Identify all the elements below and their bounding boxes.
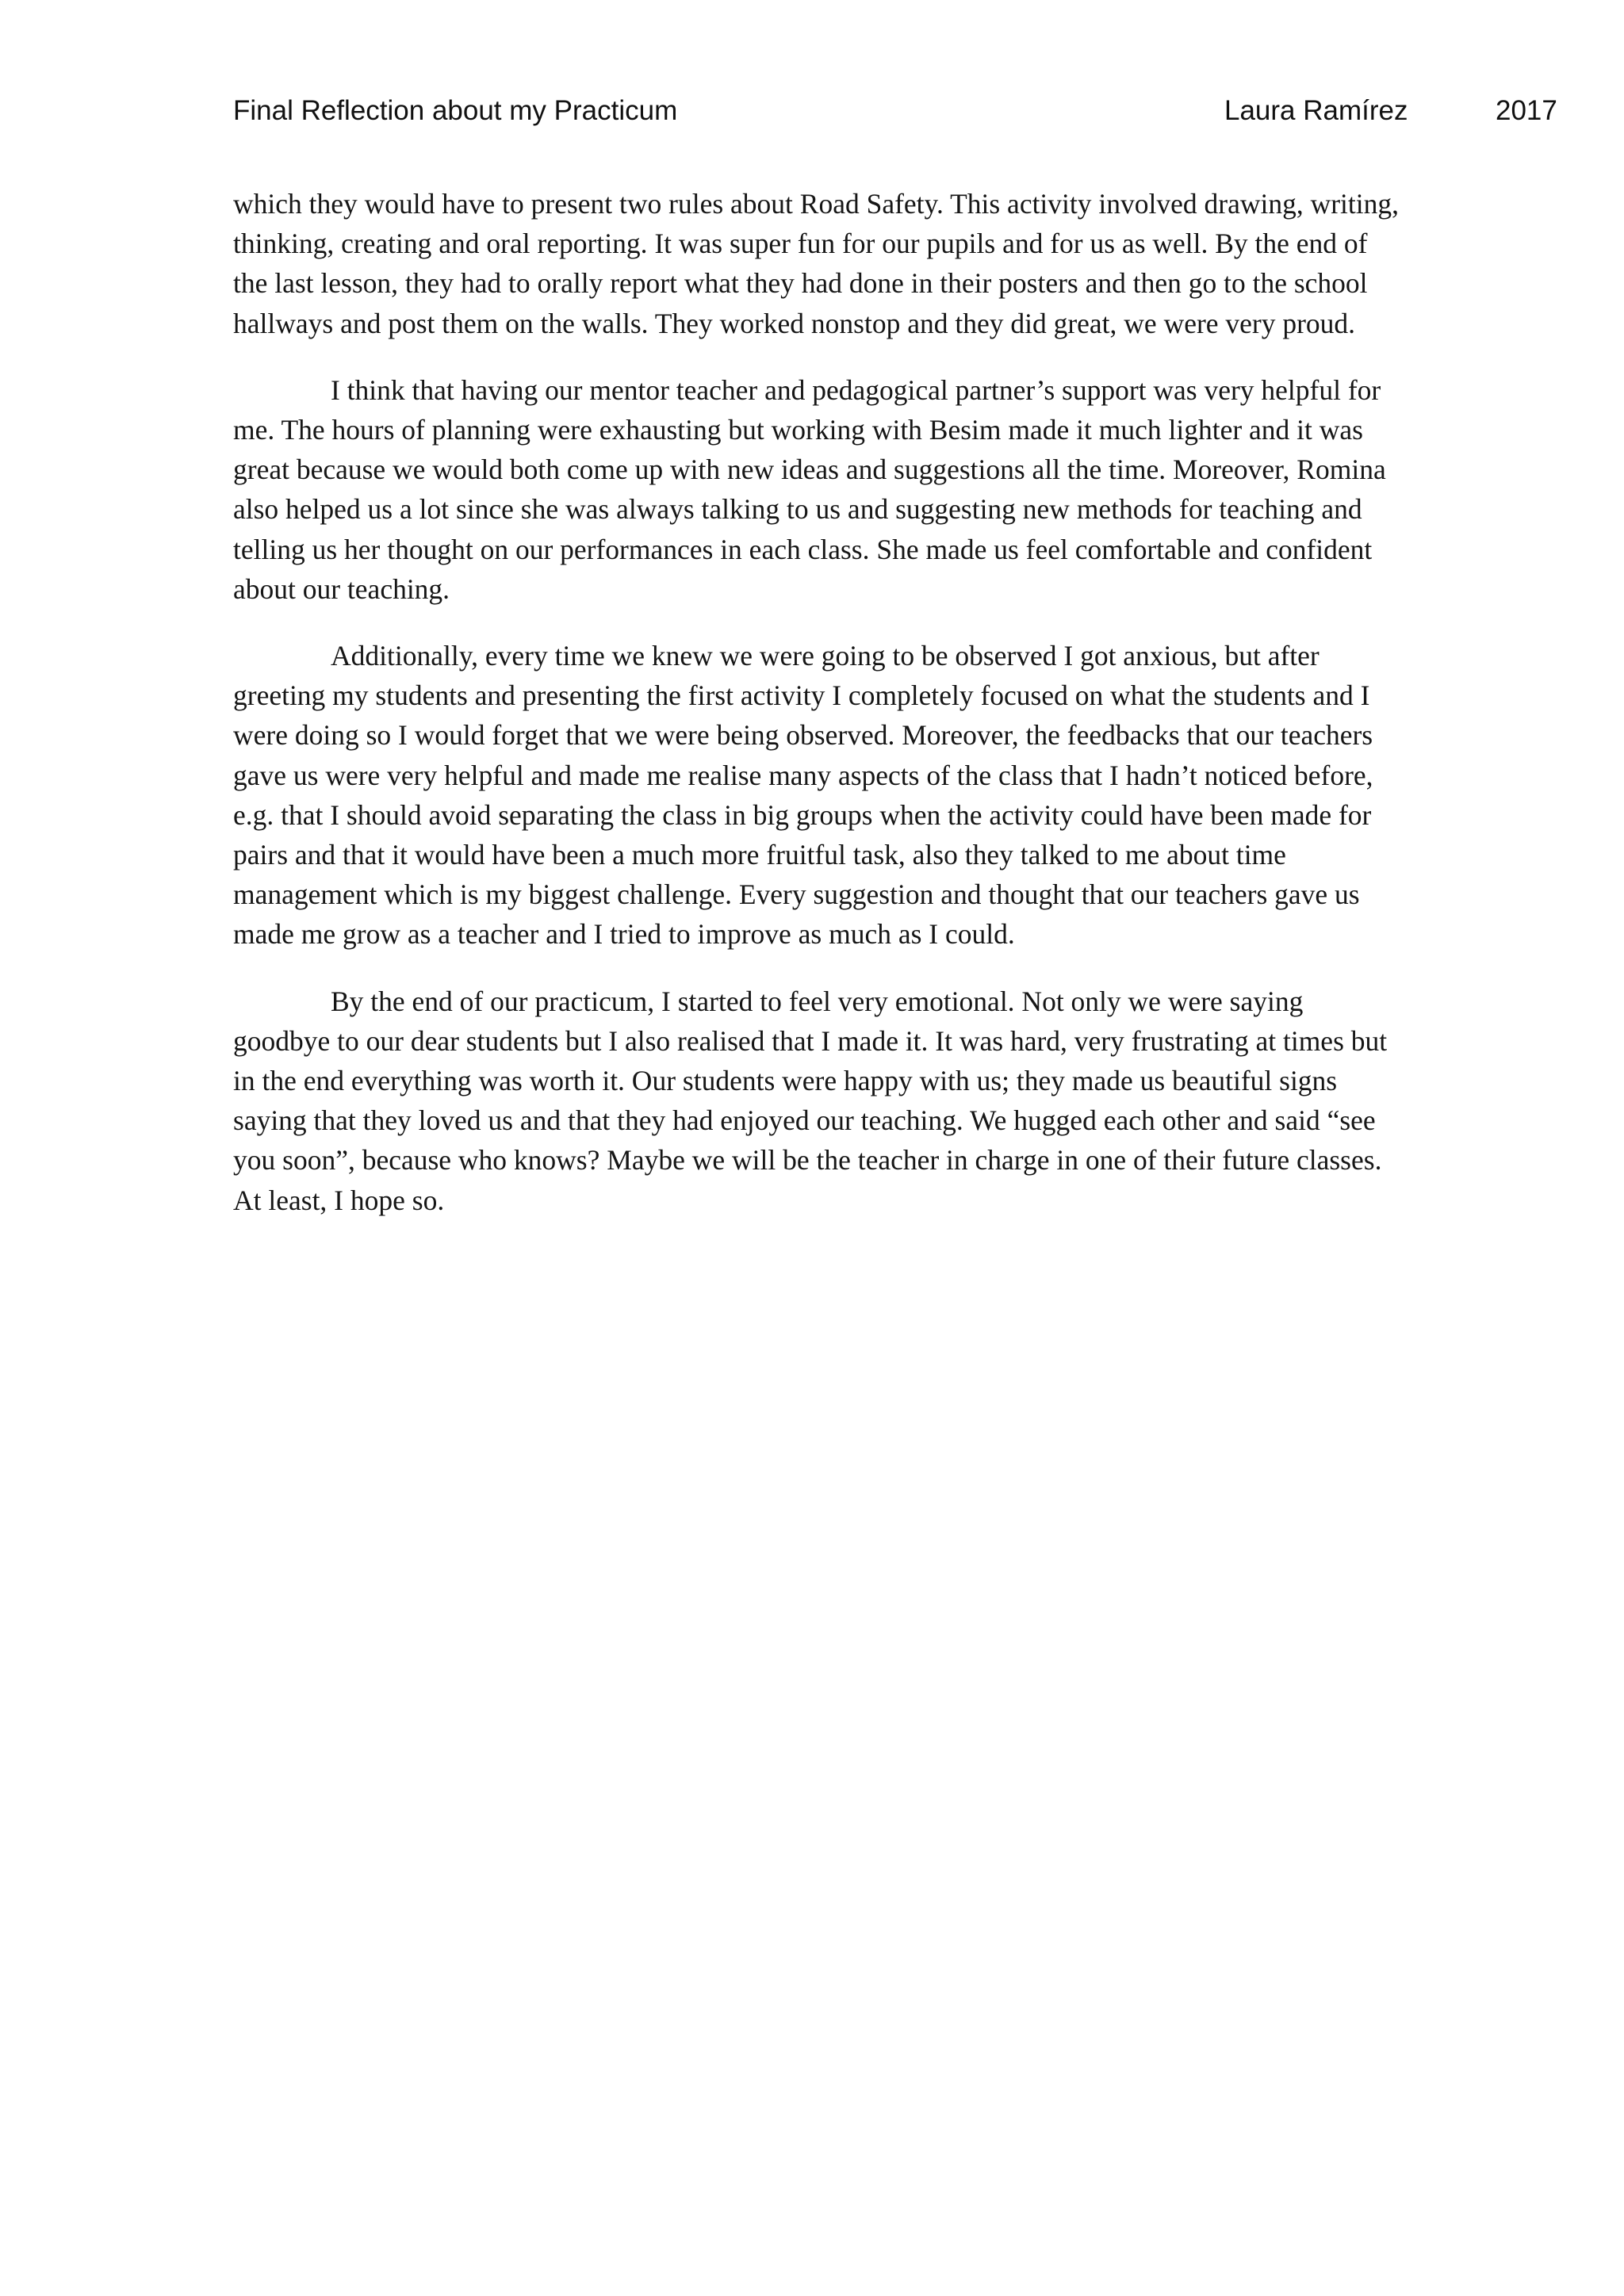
paragraph-farewell: By the end of our practicum, I started to feel very emotional. Not only we were saying goodbye to our dear students but I also realised that I made it. It was hard, very frustrating at times but in the end everything was worth it. Our students were happy with us; they made us beautiful signs saying that they loved us and that they had enjoyed our teaching. We hugged each other and said “see you soon”, because who knows? Maybe we will be the teacher in charge in one of their future classes. At least, I hope so. (233, 985, 1388, 1216)
paragraph-support: I think that having our mentor teacher and pedagogical partner’s support was very helpful for me. The hours of planning were exhausting but working with Besim made it much lighter and it was great because we would both come up with new ideas and suggestions all the time. Moreover, Romina also helped us a lot since she was always talking to us and suggesting new methods for teaching and telling us her thought on our performances in each class. She made us feel comfortable and confident about our teaching. (233, 373, 1386, 605)
paragraph-observation: Additionally, every time we knew we were going to be observed I got anxious, but after greeting my students and presenting the first activity I completely focused on what the students and I were doing so I would forget that we were being observed. Moreover, the feedbacks that our teachers gave us were very helpful and made me realise many aspects of the class that I hadn’t noticed before, e.g. that I should avoid separating the class in big groups when the activity could have been made for pairs and that it would have been a much more fruitful task, also they talked to me about time management which is my biggest challenge. Every suggestion and thought that our teachers gave us made me grow as a teacher and I tried to improve as much as I could. (233, 640, 1373, 951)
header-document-title: Final Reflection about my Practicum (233, 95, 678, 126)
header-year: 2017 (1496, 95, 1557, 126)
page-header (0, 95, 1624, 135)
header-author-name: Laura Ramírez (1224, 95, 1408, 126)
paragraph-continuation: which they would have to present two rules about Road Safety. This activity involved drawing, writing, thinking, creating and oral reporting. It was super fun for our pupils and for us as well. By the end of the last lesson, they had to orally report what they had done in their posters and then go to the school hallways and post them on the walls. They worked nonstop and they did great, we were very proud. (233, 188, 1400, 339)
document-body (233, 184, 1399, 1247)
